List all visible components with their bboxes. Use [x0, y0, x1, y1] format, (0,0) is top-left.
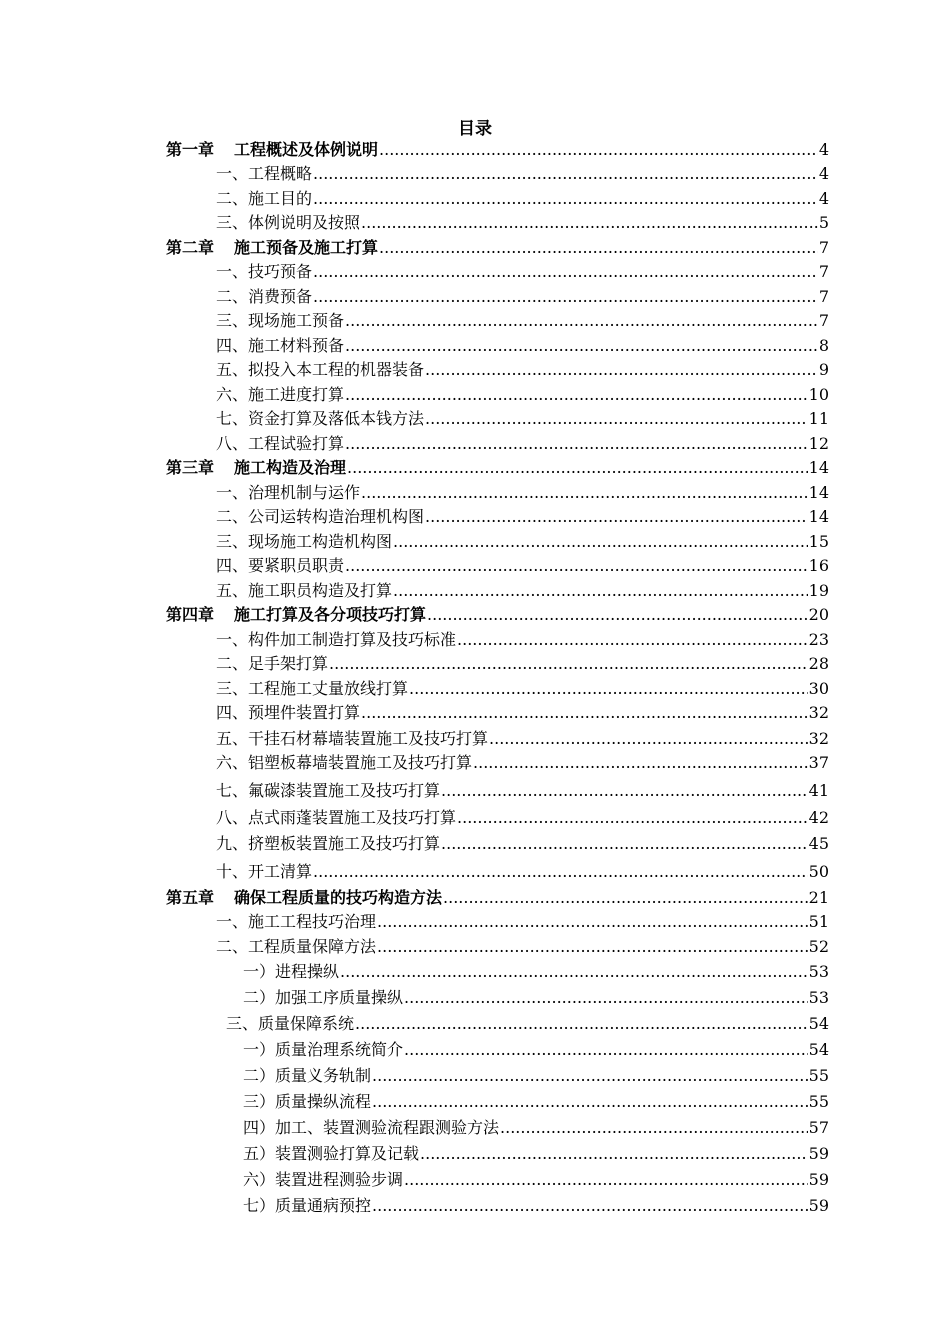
- page-number: 28: [808, 654, 829, 673]
- toc-entry-label: [243, 1196, 371, 1216]
- toc-entry-label: [243, 988, 403, 1008]
- toc-section-entry[interactable]: [216, 309, 829, 331]
- page-number: 4: [818, 140, 829, 159]
- page-number: 12: [808, 434, 829, 453]
- toc-section-entry[interactable]: [243, 1038, 829, 1060]
- page-number: 52: [808, 937, 829, 956]
- toc-entry-label: [243, 1170, 403, 1190]
- toc-section-entry[interactable]: [216, 334, 829, 356]
- toc-entry-label: [216, 581, 392, 601]
- toc-entry-label: [243, 1118, 499, 1138]
- page-number: 9: [818, 360, 829, 379]
- toc-section-entry[interactable]: [216, 806, 829, 828]
- toc-entry-label: [216, 654, 328, 674]
- page-number: 54: [808, 1014, 829, 1033]
- entry-title: 三、工程施工丈量放线打算: [216, 679, 409, 698]
- entry-title: 二、消费预备: [216, 287, 313, 306]
- page-number: 4: [818, 164, 829, 183]
- page-number: 20: [808, 605, 829, 624]
- entry-title: 二、公司运转构造治理机构图: [216, 507, 425, 526]
- dot-leader: [473, 753, 808, 773]
- entry-title: 七、资金打算及落低本钱方法: [216, 409, 425, 428]
- page-number: 37: [808, 753, 829, 772]
- entry-title: 施工打算及各分项技巧打算: [234, 605, 427, 624]
- entry-title: 一）进程操纵: [243, 962, 340, 981]
- toc-entry-label: [216, 753, 472, 773]
- toc-entry-label: [216, 409, 424, 429]
- toc-entry-label: [243, 962, 339, 982]
- entry-title: 施工构造及治理: [234, 458, 347, 477]
- entry-title: 一、构件加工制造打算及技巧标准: [216, 630, 457, 649]
- dot-leader: [404, 1040, 808, 1060]
- toc-section-entry[interactable]: [216, 358, 829, 380]
- toc-entry-label: [243, 1144, 419, 1164]
- toc-section-entry[interactable]: [243, 1064, 829, 1086]
- toc-entry-label: [216, 311, 344, 331]
- toc-entry-label: [243, 1066, 371, 1086]
- dot-leader: [355, 1014, 808, 1034]
- entry-title: 三、质量保障系统: [226, 1014, 355, 1033]
- page-number: 4: [818, 189, 829, 208]
- page-number: 8: [818, 336, 829, 355]
- dot-leader: [425, 507, 808, 527]
- toc-section-entry[interactable]: [243, 960, 829, 982]
- toc-entry-label: [216, 213, 360, 233]
- page-number: 16: [808, 556, 829, 575]
- dot-leader: [443, 888, 808, 908]
- dot-leader: [379, 140, 818, 160]
- toc-section-entry[interactable]: [243, 1142, 829, 1164]
- dot-leader: [313, 164, 818, 184]
- dot-leader: [372, 1092, 808, 1112]
- page-number: 19: [808, 581, 829, 600]
- entry-title: 五、施工职员构造及打算: [216, 581, 393, 600]
- page-number: 14: [808, 483, 829, 502]
- toc-section-entry[interactable]: [216, 285, 829, 307]
- dot-leader: [345, 336, 818, 356]
- toc-entry-label: [216, 556, 344, 576]
- toc-entry-label: [226, 1014, 354, 1034]
- dot-leader: [441, 781, 808, 801]
- toc-chapter-entry[interactable]: [166, 603, 829, 625]
- page-number: 41: [808, 781, 829, 800]
- toc-section-entry[interactable]: [216, 727, 829, 749]
- dot-leader: [441, 834, 808, 854]
- toc-entry-label: [216, 834, 440, 854]
- entry-title: 一）质量治理系统简介: [243, 1040, 404, 1059]
- dot-leader: [409, 679, 808, 699]
- toc-section-entry[interactable]: [216, 383, 829, 405]
- entry-title: 六、施工进度打算: [216, 385, 345, 404]
- toc-section-entry[interactable]: [216, 652, 829, 674]
- page-number: 7: [818, 238, 829, 257]
- toc-section-entry[interactable]: [216, 701, 829, 723]
- dot-leader: [345, 556, 808, 576]
- page-number: 51: [808, 912, 829, 931]
- entry-title: 五、干挂石材幕墙装置施工及技巧打算: [216, 729, 489, 748]
- dot-leader: [457, 808, 808, 828]
- toc-entry-label: [216, 385, 344, 405]
- toc-chapter-entry[interactable]: [166, 886, 829, 908]
- dot-leader: [404, 988, 808, 1008]
- toc-section-entry[interactable]: [216, 187, 829, 209]
- toc-entry-label: [216, 808, 456, 828]
- dot-leader: [393, 581, 808, 601]
- entry-title: 八、点式雨蓬装置施工及技巧打算: [216, 808, 457, 827]
- page-number: 7: [818, 287, 829, 306]
- page-number: 59: [808, 1196, 829, 1215]
- dot-leader: [457, 630, 808, 650]
- entry-title: 二、工程质量保障方法: [216, 937, 377, 956]
- toc-entry-label: [216, 630, 456, 650]
- toc-entry-label: [166, 238, 378, 258]
- page-number: 5: [818, 213, 829, 232]
- toc-entry-label: [216, 781, 440, 801]
- dot-leader: [345, 385, 808, 405]
- toc-section-entry[interactable]: [216, 554, 829, 576]
- entry-title: 六）装置进程测验步调: [243, 1170, 404, 1189]
- entry-title: 八、工程试验打算: [216, 434, 345, 453]
- chapter-number: 第二章: [166, 238, 215, 257]
- toc-section-entry[interactable]: [226, 1012, 829, 1034]
- toc-section-entry[interactable]: [216, 162, 829, 184]
- entry-title: 一、治理机制与运作: [216, 483, 361, 502]
- toc-chapter-entry[interactable]: [166, 456, 829, 478]
- page-number: 21: [808, 888, 829, 907]
- entry-title: 六、铝塑板幕墙装置施工及技巧打算: [216, 753, 473, 772]
- toc-entry-label: [216, 912, 376, 932]
- entry-title: 一、施工工程技巧治理: [216, 912, 377, 931]
- entry-title: 七）质量通病预控: [243, 1196, 372, 1215]
- toc-entry-label: [166, 605, 426, 625]
- page-number: 23: [808, 630, 829, 649]
- dot-leader: [361, 703, 808, 723]
- page-number: 55: [808, 1092, 829, 1111]
- toc-entry-label: [216, 729, 488, 749]
- entry-title: 四、施工材料预备: [216, 336, 345, 355]
- page-number: 10: [808, 385, 829, 404]
- toc-entry-label: [166, 458, 346, 478]
- dot-leader: [377, 937, 808, 957]
- dot-leader: [420, 1144, 808, 1164]
- entry-title: 三、体例说明及按照: [216, 213, 361, 232]
- dot-leader: [313, 862, 808, 882]
- entry-title: 三、现场施工预备: [216, 311, 345, 330]
- entry-title: 三）质量操纵流程: [243, 1092, 372, 1111]
- toc-section-entry[interactable]: [216, 260, 829, 282]
- toc-section-entry[interactable]: [216, 481, 829, 503]
- page-number: 57: [808, 1118, 829, 1137]
- dot-leader: [425, 360, 818, 380]
- toc-entry-label: [243, 1092, 371, 1112]
- page-number: 55: [808, 1066, 829, 1085]
- entry-title: 二）质量义务轨制: [243, 1066, 372, 1085]
- page-number: 15: [808, 532, 829, 551]
- page-number: 50: [808, 862, 829, 881]
- entry-title: 十、开工清算: [216, 862, 313, 881]
- toc-entry-label: [216, 336, 344, 356]
- page-number: 53: [808, 988, 829, 1007]
- toc-entry-label: [216, 862, 312, 882]
- page-number: 42: [808, 808, 829, 827]
- dot-leader: [379, 238, 818, 258]
- toc-section-entry[interactable]: [216, 505, 829, 527]
- dot-leader: [489, 729, 808, 749]
- page-number: 59: [808, 1144, 829, 1163]
- toc-entry-label: [216, 434, 344, 454]
- dot-leader: [377, 912, 808, 932]
- chapter-number: 第一章: [166, 140, 215, 159]
- chapter-number: 第四章: [166, 605, 215, 624]
- toc-section-entry[interactable]: [216, 860, 829, 882]
- toc-section-entry[interactable]: [216, 751, 829, 773]
- page-title: 目录: [458, 119, 492, 139]
- entry-title: 二、施工目的: [216, 189, 313, 208]
- toc-section-entry[interactable]: [216, 432, 829, 454]
- entry-title: 九、挤塑板装置施工及技巧打算: [216, 834, 441, 853]
- dot-leader: [427, 605, 808, 625]
- toc-entry-label: [216, 679, 408, 699]
- toc-entry-label: [216, 532, 392, 552]
- toc-section-entry[interactable]: [216, 211, 829, 233]
- entry-title: 五）装置测验打算及记载: [243, 1144, 420, 1163]
- page-number: 59: [808, 1170, 829, 1189]
- page-number: 7: [818, 262, 829, 281]
- page-number: 53: [808, 962, 829, 981]
- page-number: 32: [808, 729, 829, 748]
- toc-section-entry[interactable]: [216, 935, 829, 957]
- toc-section-entry[interactable]: [243, 1116, 829, 1138]
- page-number: 14: [808, 507, 829, 526]
- entry-title: 三、现场施工构造机构图: [216, 532, 393, 551]
- dot-leader: [313, 189, 818, 209]
- dot-leader: [347, 458, 808, 478]
- toc-chapter-entry[interactable]: [166, 236, 829, 258]
- entry-title: 四）加工、装置测验流程跟测验方法: [243, 1118, 500, 1137]
- toc-entry-label: [216, 189, 312, 209]
- page-number: 32: [808, 703, 829, 722]
- entry-title: 七、氟碳漆装置施工及技巧打算: [216, 781, 441, 800]
- chapter-number: 第五章: [166, 888, 215, 907]
- toc-section-entry[interactable]: [216, 779, 829, 801]
- entry-title: 工程概述及体例说明: [234, 140, 379, 159]
- dot-leader: [500, 1118, 808, 1138]
- dot-leader: [329, 654, 808, 674]
- page-number: 54: [808, 1040, 829, 1059]
- entry-title: 二）加强工序质量操纵: [243, 988, 404, 1007]
- dot-leader: [313, 287, 818, 307]
- page-number: 14: [808, 458, 829, 477]
- dot-leader: [345, 311, 818, 331]
- toc-entry-label: [216, 164, 312, 184]
- dot-leader: [345, 434, 808, 454]
- dot-leader: [372, 1066, 808, 1086]
- entry-title: 二、足手架打算: [216, 654, 329, 673]
- chapter-number: 第三章: [166, 458, 215, 477]
- entry-title: 一、技巧预备: [216, 262, 313, 281]
- toc-section-entry[interactable]: [216, 910, 829, 932]
- dot-leader: [404, 1170, 808, 1190]
- toc-section-entry[interactable]: [216, 832, 829, 854]
- toc-entry-label: [216, 937, 376, 957]
- entry-title: 五、拟投入本工程的机器装备: [216, 360, 425, 379]
- page-number: 45: [808, 834, 829, 853]
- dot-leader: [425, 409, 808, 429]
- toc-section-entry[interactable]: [216, 677, 829, 699]
- dot-leader: [340, 962, 808, 982]
- toc-section-entry[interactable]: [216, 530, 829, 552]
- dot-leader: [393, 532, 808, 552]
- entry-title: 施工预备及施工打算: [234, 238, 379, 257]
- toc-entry-label: [216, 507, 424, 527]
- toc-entry-label: [166, 140, 378, 160]
- dot-leader: [313, 262, 818, 282]
- dot-leader: [361, 483, 808, 503]
- toc-section-entry[interactable]: [216, 407, 829, 429]
- toc-entry-label: [216, 287, 312, 307]
- toc-section-entry[interactable]: [216, 628, 829, 650]
- dot-leader: [361, 213, 818, 233]
- toc-section-entry[interactable]: [243, 1090, 829, 1112]
- toc-entry-label: [216, 703, 360, 723]
- toc-chapter-entry[interactable]: [166, 138, 829, 160]
- page-number: 7: [818, 311, 829, 330]
- toc-section-entry[interactable]: [243, 1168, 829, 1190]
- page-number: 30: [808, 679, 829, 698]
- toc-entry-label: [243, 1040, 403, 1060]
- toc-section-entry[interactable]: [243, 986, 829, 1008]
- toc-entry-label: [166, 888, 442, 908]
- entry-title: 四、要紧职员职责: [216, 556, 345, 575]
- toc-section-entry[interactable]: [216, 579, 829, 601]
- toc-entry-label: [216, 483, 360, 503]
- entry-title: 确保工程质量的技巧构造方法: [234, 888, 443, 907]
- dot-leader: [372, 1196, 808, 1216]
- entry-title: 一、工程概略: [216, 164, 313, 183]
- toc-entry-label: [216, 360, 424, 380]
- page-number: 11: [808, 409, 829, 428]
- entry-title: 四、预埋件装置打算: [216, 703, 361, 722]
- toc-entry-label: [216, 262, 312, 282]
- toc-section-entry[interactable]: [243, 1194, 829, 1216]
